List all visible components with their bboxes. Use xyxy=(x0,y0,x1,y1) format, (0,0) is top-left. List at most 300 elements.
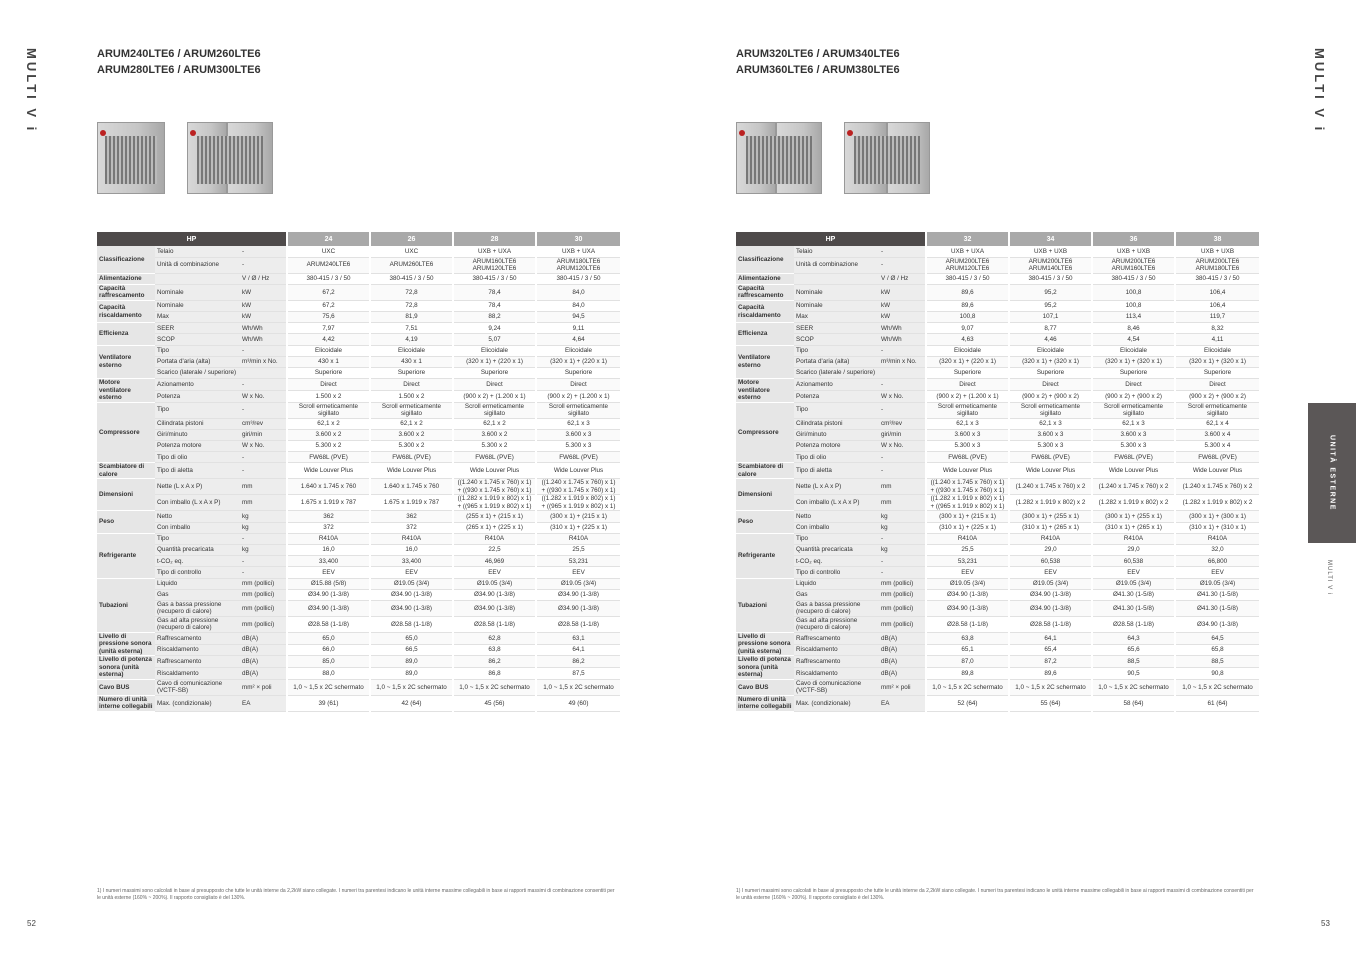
table-cell: EEV xyxy=(1092,567,1175,578)
row-unit: W x No. xyxy=(240,441,287,452)
table-cell: 5.300 x 2 xyxy=(287,441,370,452)
table-cell: 88,5 xyxy=(1092,656,1175,668)
table-cell: Ø28.58 (1-1/8) xyxy=(1092,616,1175,632)
table-cell: Ø28.58 (1-1/8) xyxy=(926,616,1009,632)
table-cell: (900 x 2) + (1.200 x 1) xyxy=(926,390,1009,402)
table-row xyxy=(97,312,620,323)
table-cell: (1.240 x 1.745 x 760) x 2 xyxy=(1092,479,1175,495)
table-cell: ((1.240 x 1.745 x 760) x 1) + ((930 x 1.745 x 760) x 1) xyxy=(536,479,620,495)
table-cell: 81,9 xyxy=(370,312,453,323)
table-cell: 65,6 xyxy=(1092,644,1175,656)
table-cell: 87,0 xyxy=(926,656,1009,668)
table-cell: 66,5 xyxy=(370,644,453,656)
table-row xyxy=(97,644,620,656)
row-parameter: SCOP xyxy=(155,334,240,345)
page-number: 52 xyxy=(27,919,36,928)
table-cell: 3.600 x 4 xyxy=(1175,429,1259,440)
table-cell: Ø28.58 (1-1/8) xyxy=(453,616,536,632)
table-cell: Ø19.05 (3/4) xyxy=(453,578,536,589)
table-cell: ((1.240 x 1.745 x 760) x 1) + ((930 x 1.745 x 760) x 1) xyxy=(926,479,1009,495)
row-category: Peso xyxy=(736,511,794,533)
hp-column-header: 24 xyxy=(287,232,370,246)
row-unit: giri/min xyxy=(240,429,287,440)
row-category: Peso xyxy=(97,511,155,533)
table-cell: (300 x 1) + (255 x 1) xyxy=(1009,511,1092,522)
row-unit xyxy=(240,368,287,379)
table-cell: Superiore xyxy=(926,368,1009,379)
table-cell: 1.675 x 1.919 x 787 xyxy=(370,495,453,511)
table-cell: 7,97 xyxy=(287,323,370,334)
table-cell: 3.600 x 2 xyxy=(453,429,536,440)
table-cell: Ø19.05 (3/4) xyxy=(1175,578,1259,589)
table-cell: 65,8 xyxy=(1175,644,1259,656)
row-unit: - xyxy=(879,379,926,391)
table-cell: R410A xyxy=(453,533,536,544)
table-cell: FW68L (PVE) xyxy=(1009,452,1092,463)
row-unit: kg xyxy=(879,522,926,533)
table-cell: 4,42 xyxy=(287,334,370,345)
table-cell: 1.640 x 1.745 x 760 xyxy=(370,479,453,495)
row-parameter: Raffrescamento xyxy=(155,632,240,644)
row-parameter: Liquido xyxy=(794,578,879,589)
table-row xyxy=(736,284,1259,300)
table-cell: Elicoidale xyxy=(1092,345,1175,356)
hp-column-header: 36 xyxy=(1092,232,1175,246)
row-category: Alimentazione xyxy=(97,273,155,284)
table-cell: 62,1 x 3 xyxy=(1009,418,1092,429)
hp-column-header: 28 xyxy=(453,232,536,246)
table-cell: Ø19.05 (3/4) xyxy=(536,578,620,589)
table-header-row xyxy=(97,232,620,246)
table-cell: UXB + UXA xyxy=(453,246,536,257)
table-cell: 29,0 xyxy=(1009,545,1092,556)
table-cell: Ø34.90 (1-3/8) xyxy=(287,589,370,600)
table-cell: R410A xyxy=(1175,533,1259,544)
table-cell: R410A xyxy=(287,533,370,544)
table-cell: 72,8 xyxy=(370,300,453,311)
row-unit: - xyxy=(879,452,926,463)
row-unit: mm (pollici) xyxy=(240,616,287,632)
table-cell: 32,0 xyxy=(1175,545,1259,556)
row-parameter: Tipo xyxy=(794,345,879,356)
table-cell: 63,8 xyxy=(453,644,536,656)
table-cell: 372 xyxy=(287,522,370,533)
row-parameter: Tipo di olio xyxy=(155,452,240,463)
row-category: Motore ventilatore esterno xyxy=(736,379,794,403)
table-row xyxy=(736,632,1259,644)
table-cell: 86,2 xyxy=(453,656,536,668)
row-parameter: t-CO₂ eq. xyxy=(794,556,879,567)
table-cell: 88,0 xyxy=(287,668,370,680)
row-unit: Wh/Wh xyxy=(879,323,926,334)
table-cell: Ø34.90 (1-3/8) xyxy=(1009,600,1092,616)
table-row xyxy=(97,257,620,273)
row-parameter: Cilindrata pistoni xyxy=(794,418,879,429)
table-cell: (300 x 1) + (300 x 1) xyxy=(1175,511,1259,522)
row-unit: dB(A) xyxy=(879,644,926,656)
table-cell: Superiore xyxy=(287,368,370,379)
table-row xyxy=(736,463,1259,479)
row-unit: - xyxy=(240,556,287,567)
brand-vertical: MULTI V i xyxy=(24,48,39,134)
table-row xyxy=(97,479,620,495)
table-cell: 25,5 xyxy=(536,545,620,556)
row-unit: Wh/Wh xyxy=(879,334,926,345)
table-cell: EEV xyxy=(1009,567,1092,578)
row-category: Capacità raffrescamento xyxy=(736,284,794,300)
table-cell: Ø41.30 (1-5/8) xyxy=(1092,589,1175,600)
table-cell: Ø34.90 (1-3/8) xyxy=(370,589,453,600)
table-row xyxy=(736,656,1259,668)
table-row xyxy=(736,578,1259,589)
row-unit: cm³/rev xyxy=(879,418,926,429)
table-cell: 66,800 xyxy=(1175,556,1259,567)
row-parameter: Raffrescamento xyxy=(794,632,879,644)
row-category: Efficienza xyxy=(736,323,794,345)
table-cell: 9,24 xyxy=(453,323,536,334)
table-cell: 53,231 xyxy=(926,556,1009,567)
table-cell: Ø15.88 (5/8) xyxy=(287,578,370,589)
table-cell: 64,5 xyxy=(1175,632,1259,644)
row-parameter: Tipo di olio xyxy=(794,452,879,463)
table-cell: 89,6 xyxy=(926,300,1009,311)
row-unit: kg xyxy=(240,522,287,533)
row-parameter: Cilindrata pistoni xyxy=(155,418,240,429)
table-cell: 46,969 xyxy=(453,556,536,567)
table-cell: Ø28.58 (1-1/8) xyxy=(287,616,370,632)
row-unit: - xyxy=(240,345,287,356)
table-cell: FW68L (PVE) xyxy=(926,452,1009,463)
row-unit: mm² × poli xyxy=(240,679,287,695)
table-cell: Elicoidale xyxy=(1009,345,1092,356)
row-parameter: Tipo di controllo xyxy=(155,567,240,578)
row-unit: - xyxy=(879,246,926,257)
table-cell: R410A xyxy=(370,533,453,544)
row-unit: kg xyxy=(240,511,287,522)
table-row xyxy=(97,600,620,616)
row-unit: EA xyxy=(879,695,926,711)
row-parameter: Tipo di controllo xyxy=(794,567,879,578)
row-category: Classificazione xyxy=(736,246,794,273)
table-cell: Scroll ermeticamente sigillato xyxy=(453,402,536,418)
table-cell: 1,0 ~ 1,5 x 2C schermato xyxy=(1092,679,1175,695)
table-cell: EEV xyxy=(1175,567,1259,578)
table-cell: 380-415 / 3 / 50 xyxy=(926,273,1009,284)
table-cell: Superiore xyxy=(1175,368,1259,379)
row-parameter: SEER xyxy=(794,323,879,334)
table-cell: 90,5 xyxy=(1092,668,1175,680)
row-parameter: Con imballo (L x A x P) xyxy=(155,495,240,511)
row-parameter xyxy=(155,273,240,284)
row-parameter: Potenza motore xyxy=(155,441,240,452)
table-row xyxy=(97,356,620,367)
page-number: 53 xyxy=(1321,919,1330,928)
row-category: Tubazioni xyxy=(97,578,155,632)
table-row xyxy=(736,379,1259,391)
table-cell: 380-415 / 3 / 50 xyxy=(1175,273,1259,284)
row-category: Livello di potenza sonora (unità esterna) xyxy=(736,656,794,680)
row-parameter: Azionamento xyxy=(794,379,879,391)
table-cell: EEV xyxy=(287,567,370,578)
row-unit: - xyxy=(240,379,287,391)
table-cell: 65,1 xyxy=(926,644,1009,656)
table-cell: (900 x 2) + (900 x 2) xyxy=(1175,390,1259,402)
table-cell: 3.600 x 2 xyxy=(287,429,370,440)
table-cell: Wide Louver Plus xyxy=(287,463,370,479)
table-cell: 9,11 xyxy=(536,323,620,334)
table-row xyxy=(736,441,1259,452)
table-cell: 1.675 x 1.919 x 787 xyxy=(287,495,370,511)
table-cell: (310 x 1) + (265 x 1) xyxy=(1009,522,1092,533)
table-cell: 64,1 xyxy=(1009,632,1092,644)
hp-column-header: 26 xyxy=(370,232,453,246)
table-cell: 3.600 x 2 xyxy=(370,429,453,440)
table-cell: (300 x 1) + (255 x 1) xyxy=(1092,511,1175,522)
row-parameter: Max xyxy=(794,312,879,323)
row-category: Capacità riscaldamento xyxy=(736,300,794,322)
row-parameter: Riscaldamento xyxy=(794,644,879,656)
row-unit: m³/min x No. xyxy=(879,356,926,367)
table-cell: (310 x 1) + (225 x 1) xyxy=(536,522,620,533)
row-unit: dB(A) xyxy=(879,656,926,668)
row-parameter: Max. (condizionale) xyxy=(794,695,879,711)
table-cell: UXC xyxy=(370,246,453,257)
table-cell: ((1.282 x 1.919 x 802) x 1) + ((965 x 1.919 x 802) x 1) xyxy=(453,495,536,511)
row-parameter: SCOP xyxy=(794,334,879,345)
table-cell: FW68L (PVE) xyxy=(1092,452,1175,463)
table-cell: 84,0 xyxy=(536,300,620,311)
table-cell: EEV xyxy=(926,567,1009,578)
table-cell: 78,4 xyxy=(453,284,536,300)
row-parameter: Tipo xyxy=(794,402,879,418)
table-cell: Ø34.90 (1-3/8) xyxy=(287,600,370,616)
row-parameter: Giri/minuto xyxy=(794,429,879,440)
row-parameter: Tipo xyxy=(155,402,240,418)
table-row xyxy=(97,300,620,311)
table-row xyxy=(97,511,620,522)
table-row xyxy=(736,533,1259,544)
row-unit: giri/min xyxy=(879,429,926,440)
table-cell: 4,46 xyxy=(1009,334,1092,345)
row-unit: mm (pollici) xyxy=(240,578,287,589)
table-cell: Ø19.05 (3/4) xyxy=(926,578,1009,589)
table-cell: Direct xyxy=(453,379,536,391)
table-cell: FW68L (PVE) xyxy=(453,452,536,463)
row-category: Compressore xyxy=(736,402,794,463)
table-cell: Scroll ermeticamente sigillato xyxy=(536,402,620,418)
table-cell: Scroll ermeticamente sigillato xyxy=(287,402,370,418)
table-cell: Scroll ermeticamente sigillato xyxy=(1009,402,1092,418)
table-cell: Elicoidale xyxy=(536,345,620,356)
table-cell: (1.282 x 1.919 x 802) x 2 xyxy=(1175,495,1259,511)
model-line-1: ARUM240LTE6 / ARUM260LTE6 xyxy=(97,48,261,60)
table-row xyxy=(736,511,1259,522)
table-row xyxy=(736,312,1259,323)
table-cell: UXB + UXB xyxy=(1092,246,1175,257)
row-parameter: Nominale xyxy=(794,300,879,311)
table-row xyxy=(97,368,620,379)
row-unit: cm³/rev xyxy=(240,418,287,429)
table-cell: 62,1 x 2 xyxy=(370,418,453,429)
table-row xyxy=(736,567,1259,578)
row-unit: - xyxy=(240,567,287,578)
footnote: 1) I numeri massimi sono calcolati in base al presupposto che tutte le unità interne da 2,2kW siano collegate. I numeri tra parentesi indicano le unità interne massime collegabili in base ai rapporti massimi di combinazione consentiti per le unità esterne (160% ~ 200%). Il rapporto consigliato è del 130%. xyxy=(97,888,615,901)
row-unit: dB(A) xyxy=(240,644,287,656)
row-unit: dB(A) xyxy=(879,632,926,644)
section-tab-label: UNITÀ ESTERNE xyxy=(1328,435,1336,511)
table-cell: 64,3 xyxy=(1092,632,1175,644)
table-cell: 430 x 1 xyxy=(370,356,453,367)
table-cell: 1,0 ~ 1,5 x 2C schermato xyxy=(287,679,370,695)
table-cell: 60,538 xyxy=(1092,556,1175,567)
table-cell: 89,0 xyxy=(370,656,453,668)
table-cell: 380-415 / 3 / 50 xyxy=(287,273,370,284)
table-cell: Direct xyxy=(370,379,453,391)
row-unit: mm xyxy=(879,495,926,511)
table-cell: Ø34.90 (1-3/8) xyxy=(926,589,1009,600)
section-tab[interactable] xyxy=(1308,403,1356,543)
row-unit: dB(A) xyxy=(879,668,926,680)
table-cell: (320 x 1) + (320 x 1) xyxy=(1175,356,1259,367)
table-cell: 53,231 xyxy=(536,556,620,567)
table-cell: 88,5 xyxy=(1175,656,1259,668)
table-row xyxy=(736,522,1259,533)
table-row xyxy=(736,679,1259,695)
table-cell: 119,7 xyxy=(1175,312,1259,323)
hp-column-header: 38 xyxy=(1175,232,1259,246)
table-cell: 89,6 xyxy=(926,284,1009,300)
table-cell: 4,54 xyxy=(1092,334,1175,345)
row-category: Refrigerante xyxy=(97,533,155,578)
table-cell: Wide Louver Plus xyxy=(536,463,620,479)
table-cell: Direct xyxy=(287,379,370,391)
row-category: Dimensioni xyxy=(736,479,794,511)
table-row xyxy=(97,632,620,644)
table-cell: FW68L (PVE) xyxy=(1175,452,1259,463)
right-page xyxy=(678,0,1356,959)
row-parameter: Quantità precaricata xyxy=(794,545,879,556)
table-cell: 1,0 ~ 1,5 x 2C schermato xyxy=(1175,679,1259,695)
table-cell: 1.500 x 2 xyxy=(370,390,453,402)
table-cell: 75,6 xyxy=(287,312,370,323)
table-cell: 1.500 x 2 xyxy=(287,390,370,402)
table-cell: 5.300 x 2 xyxy=(370,441,453,452)
table-row xyxy=(97,334,620,345)
table-cell: 55 (64) xyxy=(1009,695,1092,711)
row-parameter: Tipo xyxy=(155,533,240,544)
row-category: Livello di pressione sonora (unità esterna) xyxy=(736,632,794,656)
row-category: Alimentazione xyxy=(736,273,794,284)
table-cell: R410A xyxy=(1092,533,1175,544)
table-cell: ARUM200LTE6 ARUM160LTE6 xyxy=(1092,257,1175,273)
row-parameter: Raffrescamento xyxy=(155,656,240,668)
table-cell: 4,63 xyxy=(926,334,1009,345)
table-cell: 7,51 xyxy=(370,323,453,334)
table-row xyxy=(97,452,620,463)
row-unit: mm (pollici) xyxy=(879,600,926,616)
table-row xyxy=(736,600,1259,616)
row-unit: W x No. xyxy=(879,441,926,452)
outdoor-unit-single-image xyxy=(97,122,165,194)
row-parameter: Riscaldamento xyxy=(155,644,240,656)
table-cell: Superiore xyxy=(1092,368,1175,379)
table-row xyxy=(736,556,1259,567)
row-unit: mm xyxy=(240,495,287,511)
table-cell: Direct xyxy=(1009,379,1092,391)
row-parameter: Max. (condizionale) xyxy=(155,695,240,711)
table-cell: Wide Louver Plus xyxy=(1175,463,1259,479)
table-row xyxy=(736,452,1259,463)
row-parameter: Liquido xyxy=(155,578,240,589)
table-cell: (310 x 1) + (265 x 1) xyxy=(1092,522,1175,533)
row-parameter: Telaio xyxy=(155,246,240,257)
table-cell: Ø28.58 (1-1/8) xyxy=(370,616,453,632)
table-cell: (320 x 1) + (220 x 1) xyxy=(926,356,1009,367)
table-row xyxy=(97,284,620,300)
table-cell: Ø34.90 (1-3/8) xyxy=(453,600,536,616)
table-cell: 64,1 xyxy=(536,644,620,656)
table-cell: 3.600 x 3 xyxy=(1092,429,1175,440)
row-parameter: Tipo xyxy=(155,345,240,356)
row-unit: Wh/Wh xyxy=(240,323,287,334)
row-parameter: Netto xyxy=(155,511,240,522)
table-cell: Direct xyxy=(1175,379,1259,391)
table-cell: 16,0 xyxy=(287,545,370,556)
row-unit: - xyxy=(240,257,287,273)
table-cell: (320 x 1) + (320 x 1) xyxy=(1009,356,1092,367)
table-cell: 62,1 x 4 xyxy=(1175,418,1259,429)
table-cell: 1,0 ~ 1,5 x 2C schermato xyxy=(1009,679,1092,695)
row-unit: kW xyxy=(240,300,287,311)
spec-table xyxy=(97,232,620,712)
table-cell: 4,19 xyxy=(370,334,453,345)
table-cell: EEV xyxy=(536,567,620,578)
table-row xyxy=(736,429,1259,440)
table-row xyxy=(97,345,620,356)
table-row xyxy=(97,679,620,695)
table-cell: 8,32 xyxy=(1175,323,1259,334)
table-cell: ARUM200LTE6 ARUM180LTE6 xyxy=(1175,257,1259,273)
product-images xyxy=(736,122,930,194)
table-cell: 100,8 xyxy=(1092,300,1175,311)
table-cell: UXB + UXA xyxy=(926,246,1009,257)
table-cell: (300 x 1) + (215 x 1) xyxy=(536,511,620,522)
row-unit: mm (pollici) xyxy=(240,600,287,616)
row-unit: kW xyxy=(879,300,926,311)
row-parameter xyxy=(794,273,879,284)
row-parameter: Raffrescamento xyxy=(794,656,879,668)
table-cell: R410A xyxy=(926,533,1009,544)
table-cell: 62,8 xyxy=(453,632,536,644)
row-unit: dB(A) xyxy=(240,632,287,644)
row-parameter: Cavo di comunicazione (VCTF-SB) xyxy=(155,679,240,695)
row-category: Numero di unità interne collegabili xyxy=(736,695,794,711)
row-category: Dimensioni xyxy=(97,479,155,511)
table-cell: 380-415 / 3 / 50 xyxy=(1009,273,1092,284)
hp-header: HP xyxy=(97,232,287,246)
table-cell: 52 (64) xyxy=(926,695,1009,711)
table-cell: 5.300 x 2 xyxy=(453,441,536,452)
row-unit: mm xyxy=(879,479,926,495)
table-cell: (900 x 2) + (900 x 2) xyxy=(1092,390,1175,402)
row-unit: - xyxy=(240,533,287,544)
table-row xyxy=(97,695,620,711)
row-unit: - xyxy=(240,463,287,479)
table-cell: 86,2 xyxy=(536,656,620,668)
table-cell: 89,0 xyxy=(370,668,453,680)
table-cell: UXB + UXA xyxy=(536,246,620,257)
row-category: Tubazioni xyxy=(736,578,794,632)
